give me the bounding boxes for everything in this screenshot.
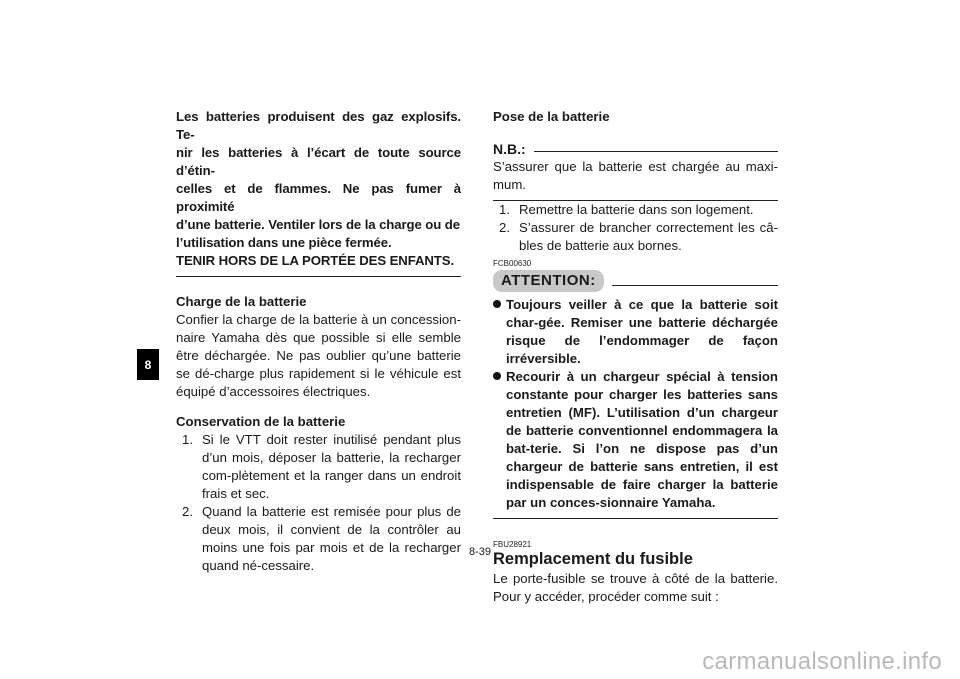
warning-line: Les batteries produisent des gaz explosifs. Te- [176, 109, 461, 142]
left-column [176, 108, 461, 575]
item-text: S’assurer de brancher correctement les câ-bles de batterie aux bornes. [519, 220, 778, 253]
page-number: 8-39 [468, 546, 492, 558]
item-text: Remettre la batterie dans son logement. [519, 202, 754, 217]
list-item [493, 201, 778, 219]
item-text: Recourir à un chargeur spécial à tension constante pour charger les batteries sans entretien (MF). L’utilisation d’un chargeur de batterie conventionnel endommagera la bat-terie. Si l’on ne dispose pas d’un chargeur de batterie sans entretien, il est indispensable de faire charger la batterie par un conces-sionnaire Yamaha. [506, 369, 778, 510]
nb-label: N.B.: [493, 141, 526, 157]
install-heading: Pose de la batterie [493, 109, 610, 124]
fuse-code: FBU28921 [493, 540, 532, 549]
item-text: Quand la batterie est remisée pour plus de deux mois, il convient de la contrôler au moins une fois par mois et de la recharger quand né-cessaire. [202, 504, 461, 573]
attention-header [493, 270, 778, 292]
charge-section [176, 293, 461, 401]
list-item [176, 431, 461, 503]
nb-text: S’assurer que la batterie est chargée au maxi-mum. [493, 158, 778, 201]
divider [612, 285, 778, 286]
warning-line: l’utilisation dans une pièce fermée. [176, 235, 392, 250]
bullet-icon [493, 300, 501, 308]
bullet-icon [493, 372, 501, 380]
item-number: 1. [182, 432, 193, 447]
chapter-tab: 8 [137, 349, 159, 380]
warning-caps-line: TENIR HORS DE LA PORTÉE DES ENFANTS. [176, 253, 455, 268]
battery-warning [176, 108, 461, 277]
warning-line: celles et de flammes. Ne pas fumer à proximité [176, 181, 461, 214]
list-item [493, 296, 778, 368]
item-text: Si le VTT doit rester inutilisé pendant plus d’un mois, déposer la batterie, la recharger com-plètement et la ranger dans un endroit frais et sec. [202, 432, 461, 501]
item-number: 1. [499, 202, 510, 217]
divider [534, 151, 778, 152]
fuse-title: Remplacement du fusible [493, 550, 693, 568]
storage-heading: Conservation de la batterie [176, 414, 346, 429]
charge-heading: Charge de la batterie [176, 294, 307, 309]
charge-text: Confier la charge de la batterie à un concession-naire Yamaha dès que possible si elle semble être déchargée. Ne pas oublier qu’une batterie se dé-charge plus rapidement si le véhicule est équipé d’accessoires électriques. [176, 312, 461, 399]
right-column [493, 108, 778, 606]
warning-line: nir les batteries à l’écart de toute source d’étin- [176, 145, 461, 178]
attention-list [493, 296, 778, 519]
list-item [176, 503, 461, 575]
item-number: 2. [499, 220, 510, 235]
item-text: Toujours veiller à ce que la batterie soit char-gée. Remiser une batterie déchargée risque de l’endommager de façon irréversible. [506, 297, 778, 366]
list-item [493, 219, 778, 255]
attention-code: FCB00630 [493, 259, 532, 268]
nb-header [493, 140, 778, 158]
list-item [493, 368, 778, 512]
item-number: 2. [182, 504, 193, 519]
watermark: carmanualsonline.info [702, 648, 942, 675]
warning-line: d’une batterie. Ventiler lors de la charge ou de [176, 217, 460, 232]
attention-badge: ATTENTION: [493, 270, 604, 292]
fuse-text: Le porte-fusible se trouve à côté de la batterie. Pour y accéder, procéder comme suit : [493, 571, 778, 604]
install-list [493, 201, 778, 255]
